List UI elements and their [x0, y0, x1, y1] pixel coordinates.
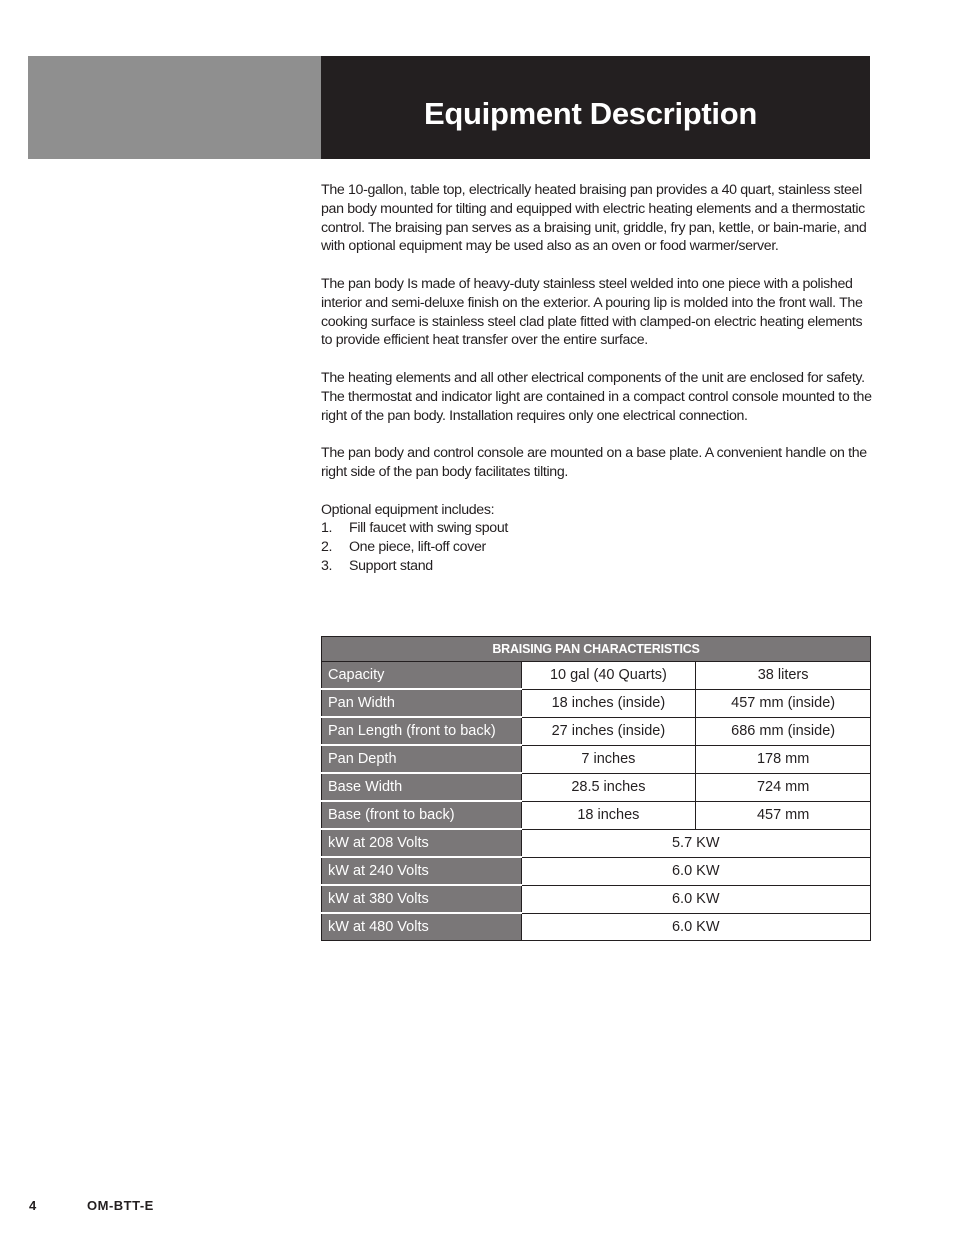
table-header-row	[322, 637, 871, 662]
page-number: 4	[29, 1198, 37, 1213]
optional-equipment-intro: Optional equipment includes:	[321, 501, 495, 518]
table-title: BRAISING PAN CHARACTERISTICS	[322, 637, 871, 662]
row-label: Capacity	[322, 662, 522, 690]
metric-value: 724 mm	[696, 773, 871, 801]
table-row	[322, 857, 871, 885]
metric-value: 457 mm	[696, 801, 871, 829]
list-item-number: 2.	[321, 539, 333, 556]
paragraph-pan-body: The pan body Is made of heavy-duty stainless steel welded into one piece with a polished interior and semi-deluxe finish on the exterior. A pouring lip is molded into the front wall. The cooking surface is stainless steel clad plate fitted with clamped-on electric heating elements to provide efficient heat transfer over the entire surface.	[321, 275, 863, 349]
row-label: kW at 380 Volts	[322, 885, 522, 913]
row-label: Pan Length (front to back)	[322, 717, 522, 745]
kw-value: 6.0 KW	[521, 857, 870, 885]
kw-value: 6.0 KW	[521, 885, 870, 913]
metric-value: 457 mm (inside)	[696, 689, 871, 717]
list-item	[321, 538, 873, 557]
description-body	[321, 181, 873, 576]
list-item-text: Support stand	[349, 557, 433, 574]
table-row	[322, 885, 871, 913]
row-label: kW at 480 Volts	[322, 913, 522, 941]
row-label: Pan Depth	[322, 745, 522, 773]
list-item-number: 3.	[321, 557, 333, 574]
row-label: Base (front to back)	[322, 801, 522, 829]
metric-value: 38 liters	[696, 662, 871, 690]
kw-value: 5.7 KW	[521, 829, 870, 857]
header-gray-band	[28, 56, 321, 159]
list-item-number: 1.	[321, 520, 333, 537]
paragraph-overview: The 10-gallon, table top, electrically heated braising pan provides a 40 quart, stainless steel pan body mounted for tilting and equipped with electric heating elements and a thermostatic control. The braising pan serves as a braising unit, griddle, fry pan, kettle, or bain-marie, and with optional equipment may be used also as an oven or food warmer/server.	[321, 182, 867, 255]
list-item-text: Fill faucet with swing spout	[349, 520, 508, 537]
table-row	[322, 773, 871, 801]
row-label: kW at 240 Volts	[322, 857, 522, 885]
characteristics-table	[321, 636, 871, 941]
optional-equipment-list	[321, 519, 873, 575]
document-code: OM-BTT-E	[87, 1198, 154, 1213]
row-label: Pan Width	[322, 689, 522, 717]
row-label: kW at 208 Volts	[322, 829, 522, 857]
table-row	[322, 745, 871, 773]
table-row	[322, 662, 871, 690]
imperial-value: 7 inches	[521, 745, 696, 773]
table-row	[322, 913, 871, 941]
list-item	[321, 557, 873, 576]
kw-value: 6.0 KW	[521, 913, 870, 941]
table-row	[322, 829, 871, 857]
list-item	[321, 519, 873, 538]
imperial-value: 18 inches (inside)	[521, 689, 696, 717]
table-row	[322, 689, 871, 717]
imperial-value: 28.5 inches	[521, 773, 696, 801]
table-row	[322, 717, 871, 745]
list-item-text: One piece, lift-off cover	[349, 539, 486, 556]
row-label: Base Width	[322, 773, 522, 801]
paragraph-base-plate: The pan body and control console are mounted on a base plate. A convenient handle on the right side of the pan body facilitates tilting.	[321, 445, 867, 480]
metric-value: 686 mm (inside)	[696, 717, 871, 745]
page-footer	[29, 1198, 154, 1213]
metric-value: 178 mm	[696, 745, 871, 773]
paragraph-electrical: The heating elements and all other electrical components of the unit are enclosed for safety. The thermostat and indicator light are contained in a compact control console mounted to the right of the pan body. Installation requires only one electrical connection.	[321, 369, 872, 424]
imperial-value: 27 inches (inside)	[521, 717, 696, 745]
page-title: Equipment Description	[424, 96, 758, 131]
imperial-value: 18 inches	[521, 801, 696, 829]
imperial-value: 10 gal (40 Quarts)	[521, 662, 696, 690]
table-row	[322, 801, 871, 829]
